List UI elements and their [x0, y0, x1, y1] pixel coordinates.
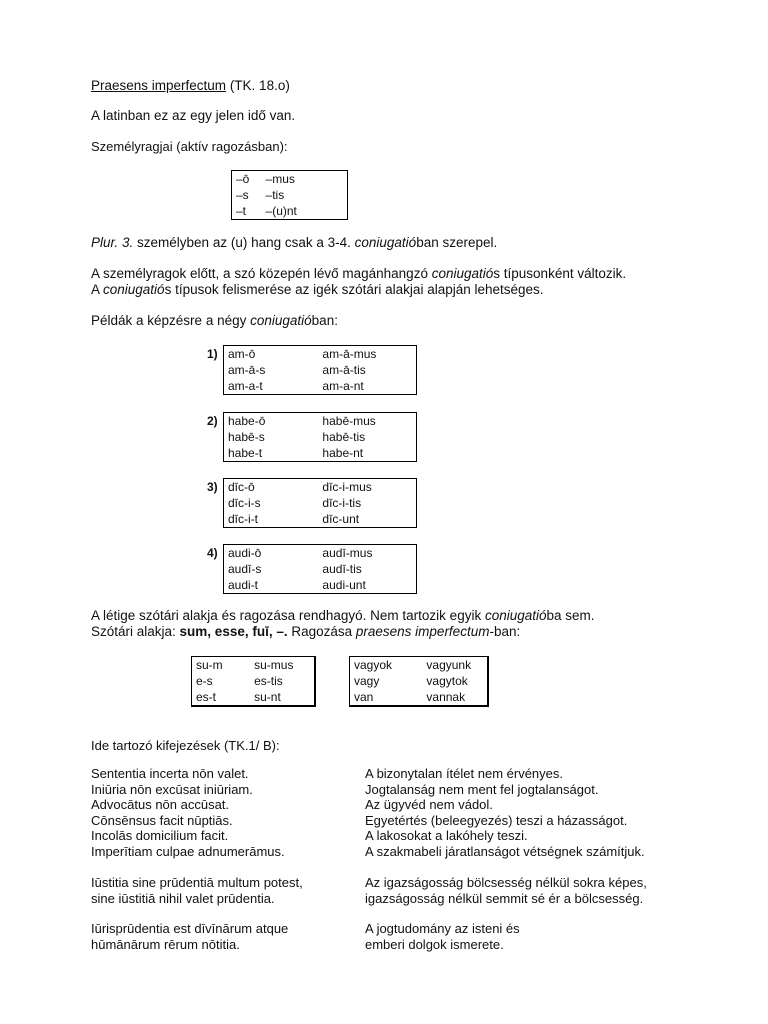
irregular-line-2	[91, 624, 520, 639]
latin-expression: Cōnsēnsus facit nūptiās.	[91, 812, 233, 828]
conjugation-table	[223, 544, 417, 594]
table-cell: dīc-i-t	[228, 512, 258, 526]
table-cell: audī-mus	[322, 546, 373, 560]
table-cell: habē-mus	[322, 414, 376, 428]
table-row	[232, 187, 348, 203]
conjugation-table	[223, 345, 417, 395]
table-cell: vagyunk	[426, 658, 472, 672]
table-cell: dīc-ō	[228, 480, 255, 494]
table-row	[224, 577, 417, 594]
conjugation-table	[223, 478, 417, 528]
table-row	[192, 673, 316, 689]
hungarian-translation: emberi dolgok ismerete.	[365, 936, 504, 952]
table-cell: su-m	[196, 658, 223, 672]
table-row	[192, 689, 316, 706]
table-row	[232, 171, 348, 188]
table-cell: am-a-nt	[322, 379, 364, 393]
para2-italic: coniugatió	[103, 282, 165, 297]
table-row	[224, 479, 417, 496]
hungarian-translation: Jogtalanság nem ment fel jogtalanságot.	[365, 781, 599, 797]
table-cell: dīc-i-s	[228, 496, 261, 510]
irregular1-italic: coniugatió	[484, 608, 547, 623]
table-cell: su-mus	[254, 658, 294, 672]
examples-heading-text: Példák a képzésre a négy	[91, 313, 251, 328]
latin-expression: Iūrisprūdentia est dīvīnārum atque	[91, 921, 289, 936]
irregular2-bold: sum, esse, fuī, –.	[179, 624, 288, 639]
latin-expression: sine iūstitiā nihil valet prūdentia.	[91, 890, 275, 906]
para1-italic: coniugatió	[431, 266, 494, 281]
table-cell: vagyok	[354, 658, 393, 672]
table-cell: su-nt	[254, 690, 281, 704]
table-cell: vagytok	[426, 674, 468, 688]
table-row	[224, 561, 417, 577]
conjugation-table	[223, 412, 417, 462]
table-cell: dīc-i-tis	[322, 496, 362, 510]
hungarian-translation: Az ügyvéd nem vádol.	[365, 797, 493, 813]
latin-expression: Incolās domicilium facit.	[91, 828, 229, 844]
table-cell: am-ā-s	[228, 363, 266, 377]
paragraph-1	[91, 266, 626, 281]
table-row	[224, 545, 417, 562]
hungarian-translation: A szakmabeli járatlanságot vétségnek számítjuk.	[365, 844, 645, 859]
latin-expression: Advocātus nōn accūsat.	[91, 797, 230, 813]
table-cell: dīc-i-mus	[322, 480, 372, 494]
hungarian-conjugation-table	[349, 656, 489, 707]
plural-note-italic: Plur. 3.	[91, 235, 134, 250]
para1-text: A személyragok előtt, a szó közepén lévő magánhangzó	[91, 266, 432, 281]
table-row	[224, 511, 417, 528]
table-row	[232, 203, 348, 220]
title-rest: (TK. 18.o)	[226, 78, 290, 93]
latin-expression: Imperītiam culpae adnumerāmus.	[91, 844, 285, 859]
page-title	[91, 78, 290, 93]
hungarian-translation: A lakosokat a lakóhely teszi.	[365, 828, 528, 844]
table-cell: audi-unt	[322, 578, 366, 592]
hungarian-translation: Az igazságosság bölcsesség nélkül sokra képes,	[365, 875, 647, 890]
table-cell: audī-tis	[322, 562, 362, 576]
table-row	[224, 495, 417, 511]
irregular1-text: A létige szótári alakja és ragozása rendhagyó. Nem tartozik egyik	[91, 608, 485, 623]
conjugation-number: 3)	[207, 480, 218, 494]
latin-expression: Sententia incerta nōn valet.	[91, 766, 249, 781]
intro-text: A latinban ez az egy jelen idő van.	[91, 108, 296, 123]
plural-note-italic2: coniugatió	[354, 235, 417, 250]
irregular-line-1	[91, 608, 595, 623]
hungarian-translation: A jogtudomány az isteni és	[365, 921, 520, 936]
irregular2-text3: -ban:	[489, 624, 521, 639]
conjugation-number: 2)	[207, 414, 218, 428]
irregular1-text2: ba sem.	[546, 608, 595, 623]
table-cell: –s	[236, 188, 249, 202]
table-row	[224, 346, 417, 363]
conjugation-number: 4)	[207, 546, 218, 560]
endings-table	[231, 170, 348, 220]
plural-note	[91, 235, 497, 250]
irregular2-italic: praesens imperfectum	[355, 624, 490, 639]
table-row	[350, 657, 489, 674]
table-cell: am-ō	[228, 347, 256, 361]
latin-expression: Iūstitia sine prūdentiā multum potest,	[91, 875, 303, 890]
table-cell: am-ā-tis	[322, 363, 366, 377]
table-cell: am-a-t	[228, 379, 263, 393]
endings-heading: Személyragjai (aktív ragozásban):	[91, 139, 288, 154]
table-cell: –ō	[236, 172, 250, 186]
irregular2-text2: Ragozása	[287, 624, 356, 639]
examples-heading-italic: coniugatió	[250, 313, 312, 328]
examples-heading-text2: ban:	[311, 313, 338, 328]
examples-heading	[91, 313, 338, 328]
hungarian-translation: A bizonytalan ítélet nem érvényes.	[365, 766, 564, 781]
expressions-heading: Ide tartozó kifejezések (TK.1/ B):	[91, 738, 280, 753]
latin-expression: hūmānārum rērum nōtitia.	[91, 936, 240, 952]
table-cell: habe-t	[228, 446, 263, 460]
table-cell: am-ā-mus	[322, 347, 377, 361]
hungarian-translation: Egyetértés (beleegyezés) teszi a házasságot.	[365, 812, 628, 828]
table-row	[224, 362, 417, 378]
table-cell: van	[354, 690, 374, 704]
table-row	[224, 413, 417, 430]
table-cell: audi-t	[228, 578, 259, 592]
sum-conjugation-table	[191, 656, 316, 707]
table-cell: –(u)nt	[265, 204, 297, 218]
table-cell: es-tis	[254, 674, 283, 688]
table-cell: audī-s	[228, 562, 262, 576]
table-cell: –mus	[265, 172, 295, 186]
table-row	[224, 378, 417, 395]
table-row	[350, 673, 489, 689]
table-cell: es-t	[196, 690, 217, 704]
table-cell: e-s	[196, 674, 213, 688]
conjugation-number: 1)	[207, 347, 218, 361]
latin-expression: Iniūria nōn excūsat iniūriam.	[91, 781, 253, 797]
table-row	[224, 445, 417, 462]
table-cell: dīc-unt	[322, 512, 360, 526]
paragraph-2	[91, 282, 544, 297]
para1-text2: s típusonként változik.	[493, 266, 627, 281]
plural-note-text2: ban szerepel.	[416, 235, 498, 250]
title-underlined: Praesens imperfectum	[91, 78, 227, 93]
table-cell: habē-s	[228, 430, 265, 444]
table-cell: habe-ō	[228, 414, 266, 428]
table-cell: vannak	[426, 690, 466, 704]
table-cell: –tis	[265, 188, 285, 202]
irregular2-text: Szótári alakja:	[91, 624, 180, 639]
table-cell: –t	[236, 204, 247, 218]
table-cell: vagy	[354, 674, 380, 688]
hungarian-translation: igazságosság nélkül semmit sé ér a bölcsesség.	[365, 890, 644, 906]
table-cell: habē-tis	[322, 430, 366, 444]
para2-text: A	[91, 282, 104, 297]
table-cell: habe-nt	[322, 446, 364, 460]
para2-text2: s típusok felismerése az igék szótári alakjai alapján lehetséges.	[164, 282, 544, 297]
table-row	[350, 689, 489, 706]
table-row	[192, 657, 316, 674]
plural-note-text: személyben az (u) hang csak a 3-4.	[133, 235, 355, 250]
table-cell: audi-ō	[228, 546, 262, 560]
table-row	[224, 429, 417, 445]
